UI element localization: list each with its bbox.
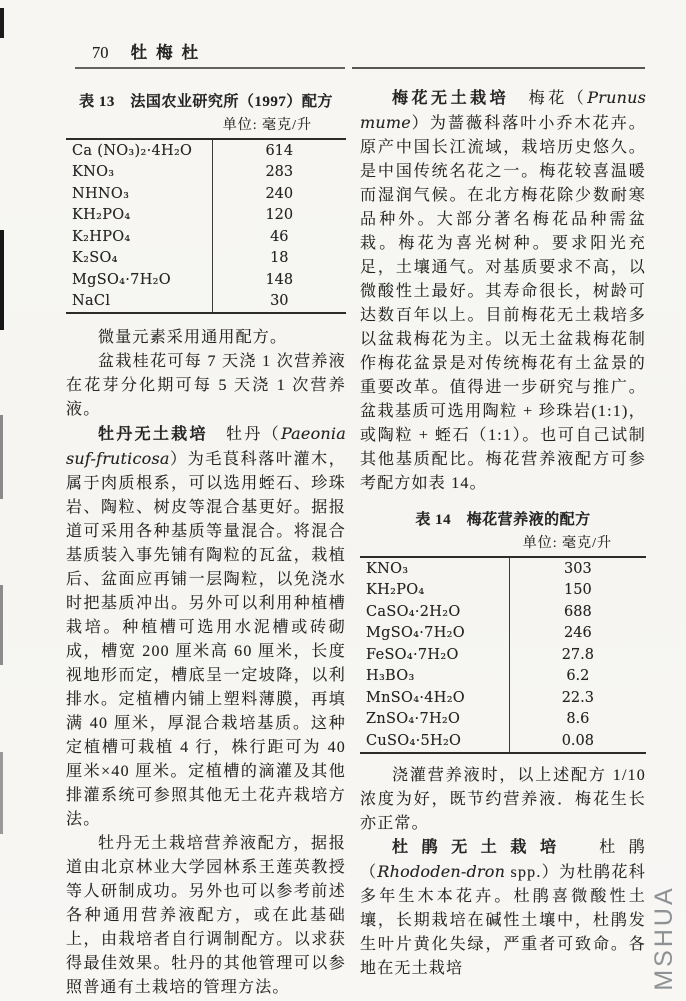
right-column: [360, 80, 646, 981]
compound-value: 120: [212, 205, 346, 227]
compound-value: 246: [509, 623, 646, 645]
text-run: 梅花无土栽培: [392, 90, 510, 107]
compound-value: 30: [212, 291, 346, 313]
text-run: Prunus mume: [360, 88, 647, 132]
paragraph-plum-soilless: [360, 86, 646, 496]
page-header: [92, 39, 207, 63]
table-row: [360, 709, 646, 731]
text-run: Paeonia suf-fruticosa: [66, 424, 346, 468]
compound-name: H₃BO₃: [366, 668, 415, 685]
table-row: [66, 140, 346, 162]
table-row: [360, 644, 646, 666]
text-run: 牡丹无土栽培: [98, 426, 208, 443]
paragraph-osmanthus: [66, 350, 346, 422]
compound-value: 8.6: [509, 709, 646, 731]
scan-mark: [0, 230, 4, 330]
compound-value: 283: [212, 162, 346, 184]
header-rule-left: [75, 67, 345, 69]
compound-value: 46: [212, 226, 346, 248]
compound-name: KNO₃: [72, 164, 115, 181]
paragraph-peony-soilless: [66, 422, 346, 832]
text-run: ）为毛茛科落叶灌木，属于肉质根系，可以选用蛭石、珍珠岩、陶粒、树皮等混合基更好。据报道可采用各种基质等量混合。将混合基质装入事先铺有陶粒的瓦盆，栽植后、盆面应再铺一层陶粒，以免浇水时把基质冲出。另外可以利用种植槽栽培。种植槽可选用水泥槽或砖砌成，槽宽 200 厘米高 60 厘米，长度视地形而定，槽底呈一定坡降，以利排水。定植槽内铺上塑料薄膜，再填满 40 厘米，厚混合栽培基质。这种定植槽可栽植 4 行，株行距可为 40 厘米×40 厘米。定植槽的滴灌及其他排灌系统可参照其他无土花卉栽培方法。: [66, 451, 346, 828]
compound-value: 240: [212, 183, 346, 205]
scan-mark: [0, 8, 4, 38]
table13-unit: 单位: 毫克/升: [222, 118, 312, 133]
table-row: [66, 248, 346, 270]
text-run: 杜鹃无土栽培: [392, 838, 570, 856]
table14: [360, 556, 646, 754]
compound-name: FeSO₄·7H₂O: [366, 646, 459, 663]
paragraph-azalea-soilless: [360, 836, 646, 981]
text-run: 牡丹（: [207, 426, 281, 443]
compound-name: Ca (NO₃)₂·4H₂O: [72, 142, 193, 159]
compound-name: KH₂PO₄: [366, 582, 425, 599]
page-number: 70: [92, 43, 109, 62]
text-run: 盆栽桂花可每 7 天浇 1 次营养液在花芽分化期可每 5 天浇 1 次营养液。: [66, 353, 346, 418]
table14-caption: 表 14 梅花营养液的配方: [415, 512, 591, 528]
compound-name: CuSO₄·5H₂O: [366, 732, 462, 749]
scan-mark: [0, 585, 3, 665]
header-rule-right: [352, 67, 645, 69]
table-row: [360, 580, 646, 602]
paragraph-irrigation: [360, 764, 646, 836]
compound-name: NHNO₃: [72, 185, 130, 202]
table-row: [360, 558, 646, 580]
table-row: [360, 730, 646, 752]
table-row: [66, 269, 346, 291]
text-run: 杜鹃（: [360, 838, 646, 881]
table-row: [66, 162, 346, 184]
compound-name: KNO₃: [366, 560, 409, 577]
table-row: [66, 183, 346, 205]
compound-name: K₂HPO₄: [72, 228, 131, 245]
table14-unit: 单位: 毫克/升: [522, 536, 612, 551]
table-row: [66, 205, 346, 227]
compound-value: 0.08: [509, 730, 646, 752]
compound-value: 303: [509, 558, 646, 580]
text-run: spp.）为杜鹃花科多年生木本花卉。杜鹃喜微酸性土壤，长期栽培在碱性土壤中，杜鹃发生叶片黄化失绿，严重者可致命。各地在无土栽培: [360, 863, 646, 977]
compound-value: 27.8: [509, 644, 646, 666]
text-run: 梅花（: [509, 90, 588, 107]
compound-name: NaCl: [72, 293, 111, 310]
compound-value: 688: [509, 601, 646, 623]
scan-mark: [0, 752, 3, 834]
table-row: [360, 623, 646, 645]
text-run: Rhododen-dron: [377, 861, 506, 881]
table13: [66, 138, 346, 314]
table-row: [360, 687, 646, 709]
paragraph-peony-formula: [66, 832, 346, 1000]
table-row: [66, 291, 346, 313]
compound-value: 22.3: [509, 687, 646, 709]
paragraph-trace-elements: [66, 326, 346, 350]
scan-mark: [0, 415, 3, 499]
text-run: 浇灌营养液时，以上述配方 1/10 浓度为好，既节约营养液．梅花生长亦正常。: [360, 766, 646, 832]
compound-name: K₂SO₄: [72, 250, 118, 267]
running-title: 牡梅杜: [130, 43, 208, 62]
compound-name: KH₂PO₄: [72, 207, 131, 224]
table-row: [360, 601, 646, 623]
text-run: 牡丹无土栽培营养液配方，据报道由北京林业大学园林系王莲英教授等人研制成功。另外也可以参考前述各种通用营养液配方，或在此基础上，由栽培者自行调制配方。以求获得最佳效果。牡丹的其他管理可以参照普通有土栽培的管理方法。: [66, 835, 346, 996]
left-column: [66, 80, 346, 1000]
compound-value: 6.2: [509, 666, 646, 688]
text-run: 微量元素采用通用配方。: [98, 329, 288, 346]
compound-name: ZnSO₄·7H₂O: [366, 711, 461, 728]
compound-name: MgSO₄·7H₂O: [72, 271, 171, 288]
table-row: [360, 666, 646, 688]
watermark: MSHUA: [650, 885, 678, 991]
compound-value: 148: [212, 269, 346, 291]
text-run: ）为蔷薇科落叶小乔木花卉。原产中国长江流域，栽培历史悠久。是中国传统名花之一。梅花较喜温暖而湿润气候。在北方梅花除少数耐寒品种外。大部分著名梅花品种需盆栽。梅花为喜光树种。要求阳光充足，土壤通气。对基质要求不高，以微酸性土最好。其寿命很长，树龄可达数百年以上。目前梅花无土栽培多以盆栽梅花为主。以无土盆栽梅花制作梅花盆景是对传统梅花有土盆景的重要改革。值得进一步研究与推广。盆栽基质可选用陶粒 + 珍珠岩(1:1)，或陶粒 + 蛭石（1:1）。也可自己试制其他基质配比。梅花营养液配方可参考配方如表 14。: [360, 115, 646, 492]
table-row: [66, 226, 346, 248]
compound-value: 614: [212, 140, 346, 162]
compound-name: CaSO₄·2H₂O: [366, 603, 461, 620]
compound-value: 18: [212, 248, 346, 270]
compound-name: MgSO₄·7H₂O: [366, 625, 465, 642]
table13-caption: 表 13 法国农业研究所（1997）配方: [79, 94, 333, 110]
compound-name: MnSO₄·4H₂O: [366, 689, 465, 706]
compound-value: 150: [509, 580, 646, 602]
